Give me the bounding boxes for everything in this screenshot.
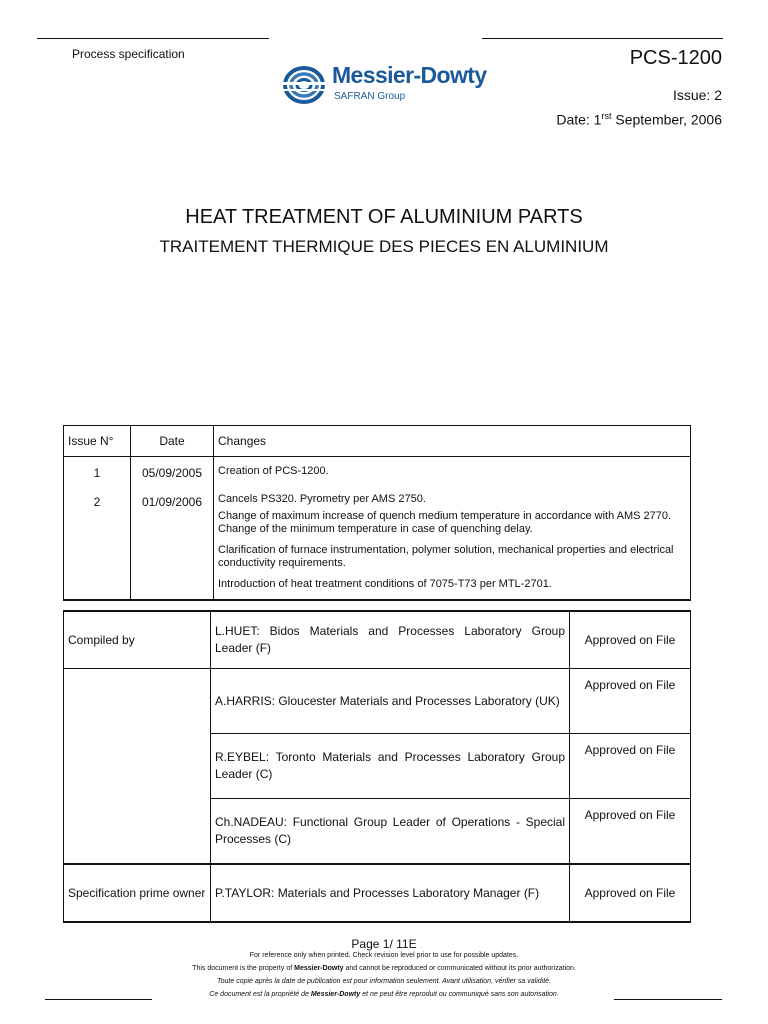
footer-reference-note: For reference only when printed. Check revision level prior to use for possible updates. [249,952,519,959]
revision-body-row [64,457,691,601]
logo-wordmark: Messier-Dowty [332,62,487,88]
empty-label-cell [64,669,211,865]
col-header-date: Date [131,426,214,457]
footer-text: Ce document est la propriété de [209,991,311,998]
approver-name: L.HUET: Bidos Materials and Processes Laboratory Group Leader (F) [211,611,570,669]
footer-rule-right [614,999,722,1000]
issue-column [64,457,131,601]
approver-name: R.EYBEL: Toronto Materials and Processes Laboratory Group Leader (C) [211,734,570,799]
col-header-changes: Changes [214,426,691,457]
footer-text: et ne peut être reproduit ou communiqué sans son autorisation. [360,991,559,998]
changes-column [214,457,691,601]
header-rule-left [37,38,269,39]
approval-status: Approved on File [570,734,691,799]
date-superscript: rst [601,111,612,121]
prime-owner-label: Specification prime owner [64,864,211,922]
header-rule-right [482,38,723,39]
approval-row [64,611,691,669]
change-item: Introduction of heat treatment conditions of 7075-T73 per MTL-2701. [218,578,552,590]
footer-company: Messier-Dowty [310,991,361,998]
process-spec-label: Process specification [72,47,185,61]
approvals-table [63,610,691,923]
compiled-by-label: Compiled by [64,611,211,669]
issue-2: 2 [93,495,101,509]
approver-name: A.HARRIS: Gloucester Materials and Processes Laboratory (UK) [211,669,570,734]
change-item: Creation of PCS-1200. [218,465,329,477]
date-prefix: Date: 1 [556,111,602,128]
title-french: TRAITEMENT THERMIQUE DES PIECES EN ALUMINIUM [159,237,609,256]
approval-status: Approved on File [570,864,691,922]
footer-property-note [0,965,768,972]
footer-text: and cannot be reproduced or communicated without its prior authorization. [343,965,576,972]
change-item: Cancels PS320. Pyrometry per AMS 2750. [218,493,426,505]
issue-1-date: 05/09/2005 [141,466,203,480]
approver-name: P.TAYLOR: Materials and Processes Laboratory Manager (F) [211,864,570,922]
approval-row [64,669,691,734]
footer-french-property-note [0,991,768,998]
revision-history-table [63,425,691,601]
footer-rule-left [45,999,152,1000]
footer-french-copy-note: Toute copie après la date de publication est pour information seulement. Avant utilisation, vérifier sa validité. [217,978,551,985]
approval-status: Approved on File [570,669,691,734]
approval-status: Approved on File [570,799,691,865]
change-item: Change of maximum increase of quench medium temperature in accordance with AMS 2770. Change of the minimum temperature in case of quenching delay. [218,510,672,535]
footer-text: This document is the property of [192,965,295,972]
issue-1: 1 [93,466,101,480]
date-suffix: September, 2006 [611,111,722,128]
company-logo [282,62,487,108]
revision-header-row [64,426,691,457]
logo-subtitle: SAFRAN Group [334,91,406,102]
date-column [131,457,214,601]
title-english: HEAT TREATMENT OF ALUMINIUM PARTS [185,206,583,228]
issue-date [556,111,722,128]
change-item: Clarification of furnace instrumentation, polymer solution, mechanical properties and electrical conductivity requirements. [218,544,674,569]
footer-company: Messier-Dowty [294,965,344,972]
document-id: PCS-1200 [629,47,722,69]
issue-number: Issue: 2 [672,87,722,103]
approval-row [64,864,691,922]
approval-status: Approved on File [570,611,691,669]
page-number: Page 1/ 11E [351,937,417,951]
logo-swirl-icon [282,62,330,108]
col-header-issue: Issue N° [64,426,131,457]
approver-name: Ch.NADEAU: Functional Group Leader of Operations - Special Processes (C) [211,799,570,865]
issue-2-date: 01/09/2006 [141,495,203,509]
